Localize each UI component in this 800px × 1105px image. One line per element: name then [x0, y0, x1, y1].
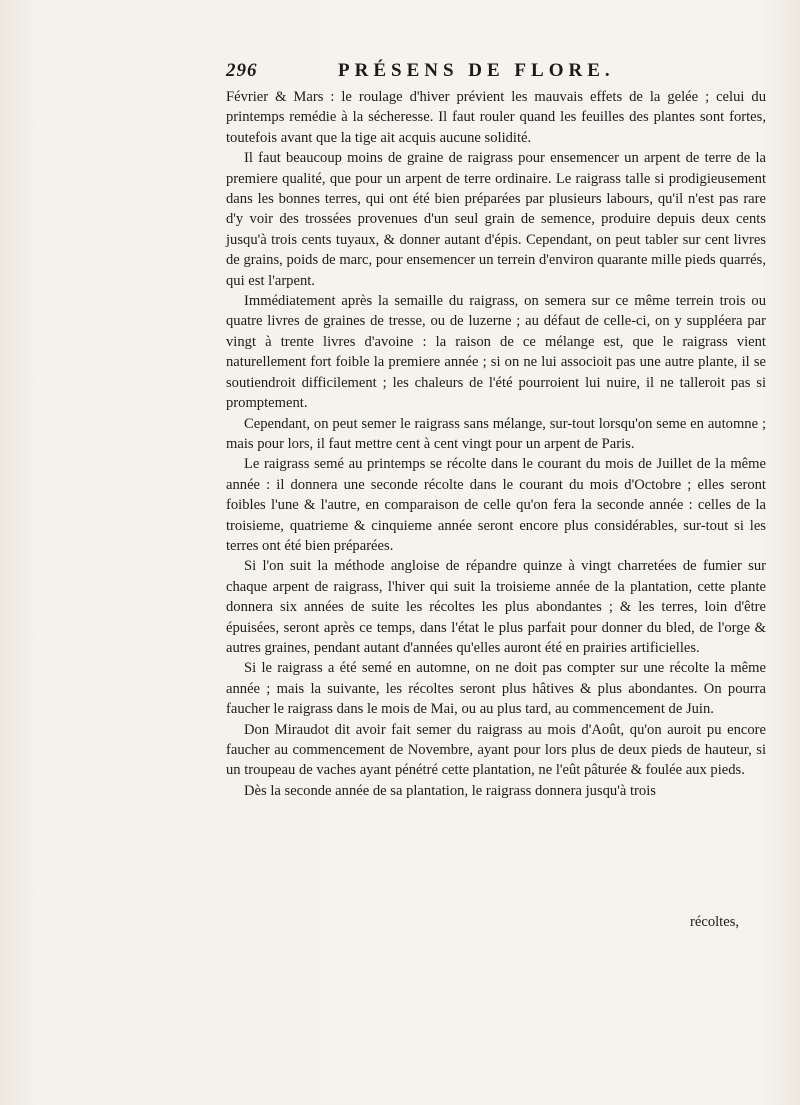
paragraph-6: Si l'on suit la méthode angloise de répandre quinze à vingt charretées de fumier sur chaque arpent de raigrass, l'hiver qui suit la troisieme année de la plantation, cette plante donnera six années de suite les récoltes les plus abondantes ; & les terres, loin d'être épuisées, seront après ce temps, dans l'état le plus parfait pour donner du bled, de l'orge & autres graines, pendant autant d'années qu'elles auront été en prairies artificielles. — [226, 558, 766, 656]
running-title: PRÉSENS DE FLORE. — [338, 60, 615, 81]
paragraph-2: Il faut beaucoup moins de graine de raigrass pour ensemencer un arpent de terre de la premiere qualité, que pour un arpent de terre ordinaire. Le raigrass talle si prodigieusement dans les bonnes terres, qui ont été bien préparées par plusieurs labours, qu'il n'est pas rare d'y voir des trossées provenues d'un seul grain de semence, produire depuis deux cents jusqu'à trois cents tuyaux, & donner autant d'épis. Cependant, on peut tabler sur cent livres de grains, poids de marc, pour ensemencer un terrein d'environ quarante mille pieds quarrés, qui est l'arpent. — [226, 150, 766, 289]
paragraph-7: Si le raigrass a été semé en automne, on ne doit pas compter sur une récolte la même année ; mais la suivante, les récoltes seront plus hâtives & plus abondantes. On pourra faucher le raigrass dans le mois de Mai, ou au plus tard, au commencement de Juin. — [226, 660, 766, 718]
paragraph-1: Février & Mars : le roulage d'hiver prévient les mauvais effets de la gelée ; celui du printemps remédie à la sécheresse. Il faut rouler quand les feuilles des plantes sont fortes, toutefois avant que la tige ait acquis aucune solidité. — [226, 89, 766, 146]
page-number: 296 — [226, 60, 258, 81]
paragraph-4: Cependant, on peut semer le raigrass sans mélange, sur-tout lorsqu'on seme en automne ; mais pour lors, il faut mettre cent à cent vingt pour un arpent de Paris. — [226, 415, 766, 452]
paragraph-5: Le raigrass semé au printemps se récolte dans le courant du mois de Juillet de la même année : il donnera une seconde récolte dans le courant du mois d'Octobre ; elles seront foibles l'une & l'autre, en comparaison de celle qu'on fera la seconde année : celles de la troisieme, quatrieme & cinquieme année seront encore plus considérables, sur-tout si les terres ont été bien préparées. — [226, 456, 766, 554]
paragraph-8: Don Miraudot dit avoir fait semer du raigrass au mois d'Août, qu'on auroit pu encore faucher au commencement de Novembre, ayant pour lors plus de deux pieds de hauteur, si un troupeau de vaches ayant pénétré cette plantation, ne l'eût pâturée & foulée aux pieds. — [226, 721, 766, 779]
paragraph-9: Dès la seconde année de sa plantation, le raigrass donnera jusqu'à trois — [244, 782, 656, 799]
body-text — [226, 87, 766, 801]
catchword: récoltes, — [690, 914, 740, 930]
page-header — [226, 60, 752, 86]
paragraph-3: Immédiatement après la semaille du raigrass, on semera sur ce même terrein trois ou quatre livres de graines de tresse, ou de luzerne ; au défaut de celle-ci, on y suppléera par vingt à trente livres d'avoine : la raison de ce mélange est, que le raigrass vient naturellement fort foible la premiere année ; si on ne lui associoit pas une autre plante, il se soutiendroit difficilement ; les chaleurs de l'été pourroient lui nuire, il ne talleroit pas si promptement. — [226, 293, 766, 412]
